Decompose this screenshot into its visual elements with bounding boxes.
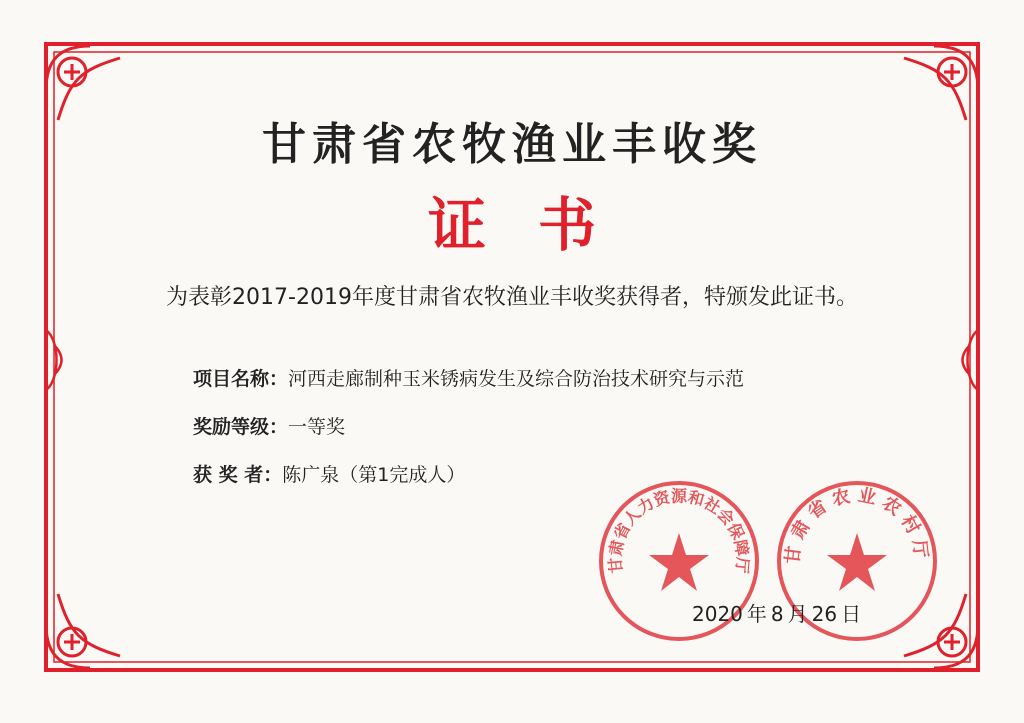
- grade-label: 奖励等级: [193, 416, 270, 438]
- corner-ornament-bottom-left: [46, 594, 120, 668]
- winner-value: 陈广泉（第1完成人）: [282, 464, 466, 486]
- grade-separator: ：: [269, 416, 289, 438]
- winner-row: [193, 460, 465, 487]
- date-year-unit: 年: [746, 602, 767, 626]
- grade-row: [193, 412, 345, 439]
- project-label: 项目名称: [193, 368, 270, 390]
- winner-separator: ：: [263, 464, 283, 486]
- project-row: [193, 364, 744, 391]
- date-year: 2020: [692, 602, 743, 626]
- grade-value: 一等奖: [288, 416, 346, 438]
- star-icon: [649, 533, 709, 591]
- issue-date: [690, 598, 863, 627]
- date-day: 26: [811, 602, 838, 626]
- seal-hrss-text: 甘肃省人力资源和社会保障厅: [605, 486, 753, 575]
- project-value: 河西走廊制种玉米锈病发生及综合防治技术研究与示范: [288, 368, 745, 390]
- certificate-subtitle: 证书: [427, 191, 648, 259]
- date-month: 8: [770, 602, 784, 626]
- certificate-title: 甘肃省农牧渔业丰收奖: [262, 119, 762, 170]
- seal-agri-text: 甘肃省农业农村厅: [782, 484, 932, 566]
- project-separator: ：: [269, 368, 289, 390]
- winner-label: 获 奖 者: [193, 464, 264, 486]
- date-day-unit: 日: [841, 602, 862, 626]
- certificate-statement: 为表彰2017-2019年度甘肃省农牧渔业丰收奖获得者，特颁发此证书。: [166, 285, 858, 310]
- date-month-unit: 月: [787, 602, 808, 626]
- star-icon: [827, 533, 887, 591]
